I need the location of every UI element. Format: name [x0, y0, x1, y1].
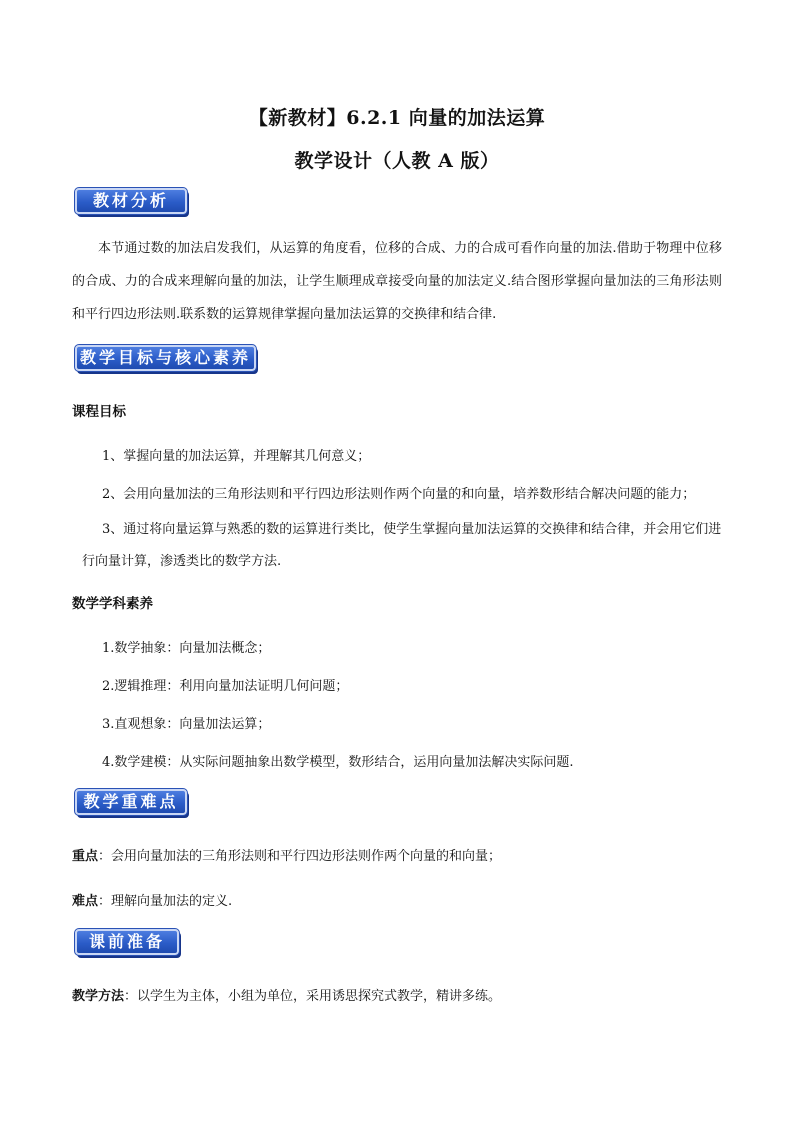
course-goal-item: 1、掌握向量的加法运算，并理解其几何意义； — [102, 449, 371, 464]
section-tag-analysis: 教材分析 — [75, 188, 187, 214]
difficulty-label: 难点 — [72, 894, 99, 909]
teaching-method-line — [72, 985, 501, 1004]
focus-label: 重点 — [72, 849, 99, 864]
literacy-item: 3.直观想象：向量加法运算； — [102, 717, 271, 732]
analysis-paragraph: 本节通过数的加法启发我们，从运算的角度看，位移的合成、力的合成可看作向量的加法.借助于物理中位移的合成、力的合成来理解向量的加法，让学生顺理成章接受向量的加法定义.结合图形掌握向量加法的三角形法则和平行四边形法则.联系数的运算规律掌握向量加法运算的交换律和结合律. — [72, 241, 722, 322]
focus-line — [72, 845, 501, 864]
document-subtitle: 教学设计（人教 A 版） — [294, 150, 500, 172]
document-title: 【新教材】6.2.1 向量的加法运算 — [248, 107, 546, 129]
section-tag-key-points: 教学重难点 — [75, 789, 187, 815]
teaching-method-label: 教学方法 — [72, 989, 125, 1004]
math-literacy-heading: 数学学科素养 — [72, 596, 153, 612]
literacy-item: 1.数学抽象：向量加法概念； — [102, 641, 271, 656]
literacy-item: 2.逻辑推理：利用向量加法证明几何问题； — [102, 679, 349, 694]
difficulty-line — [72, 890, 232, 909]
literacy-item: 4.数学建模：从实际问题抽象出数学模型，数形结合，运用向量加法解决实际问题. — [102, 755, 574, 770]
section-tag-objectives: 教学目标与核心素养 — [75, 345, 256, 371]
course-goal-item: 2、会用向量加法的三角形法则和平行四边形法则作两个向量的和向量，培养数形结合解决问题的能力； — [102, 487, 696, 502]
focus-text: ：会用向量加法的三角形法则和平行四边形法则作两个向量的和向量； — [98, 849, 502, 864]
teaching-method-text: ：以学生为主体，小组为单位，采用诱思探究式教学，精讲多练。 — [124, 989, 502, 1004]
course-goals-heading: 课程目标 — [72, 404, 126, 420]
course-goal-item: 3、通过将向量运算与熟悉的数的运算进行类比，使学生掌握向量加法运算的交换律和结合律，并会用它们进行向量计算，渗透类比的数学方法. — [82, 522, 722, 569]
section-tag-preparation: 课前准备 — [75, 929, 179, 955]
difficulty-text: ：理解向量加法的定义. — [98, 894, 233, 909]
